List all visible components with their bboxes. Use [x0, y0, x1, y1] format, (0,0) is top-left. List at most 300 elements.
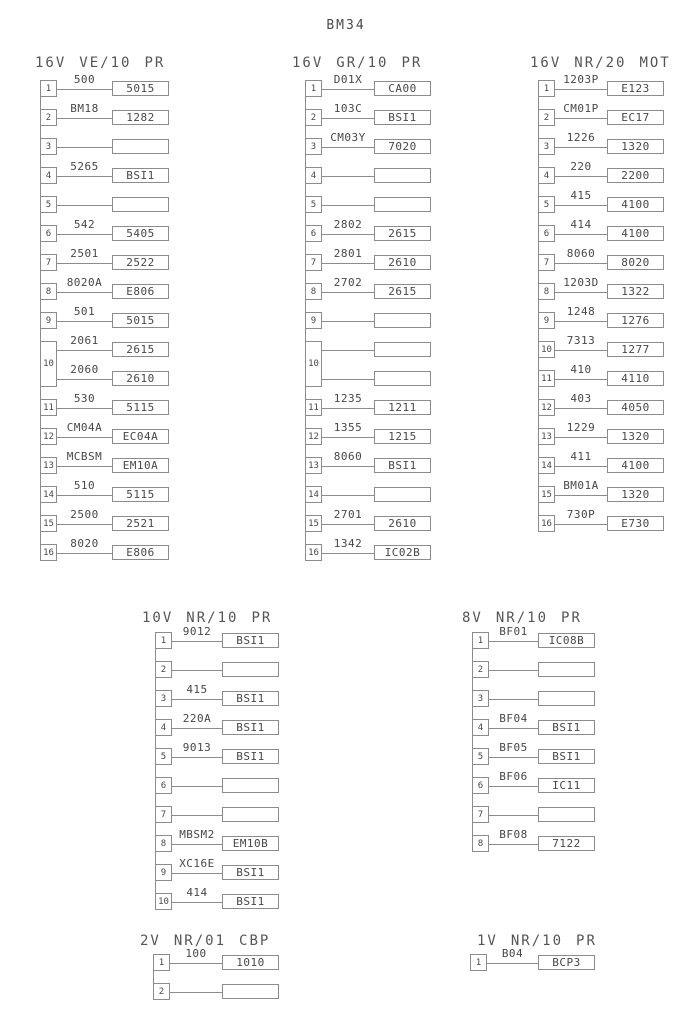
destination-box: 4050: [607, 400, 664, 415]
wire-label: BF01: [499, 625, 528, 638]
destination-box: 2522: [112, 255, 169, 270]
wire-label: CM04A: [66, 421, 103, 434]
wire-line: [172, 786, 222, 787]
wire-line: [172, 641, 222, 642]
pin-box: 15: [538, 486, 555, 503]
wire-line: [57, 263, 112, 264]
wire-line: [57, 379, 112, 380]
pin-box: 1: [153, 954, 170, 971]
pin-box: 4: [472, 719, 489, 736]
wire-label: 415: [186, 683, 208, 696]
pin-box: 8: [305, 283, 322, 300]
destination-box: 2521: [112, 516, 169, 531]
destination-box: E730: [607, 516, 664, 531]
destination-box: 1211: [374, 400, 431, 415]
wire-label: 7313: [566, 334, 596, 347]
destination-box: [374, 342, 431, 357]
destination-box: BSI1: [112, 168, 169, 183]
destination-box: 1277: [607, 342, 664, 357]
wire-line: [57, 408, 112, 409]
pin-box: 3: [472, 690, 489, 707]
destination-box: BCP3: [538, 955, 595, 970]
pin-box: 1: [472, 632, 489, 649]
wire-line: [57, 437, 112, 438]
wire-label: 103C: [333, 102, 363, 115]
destination-box: BSI1: [222, 720, 279, 735]
wire-label: [57, 189, 112, 203]
wire-label: 403: [570, 392, 592, 405]
destination-box: 2610: [112, 371, 169, 386]
wire-line: [172, 873, 222, 874]
destination-box: BSI1: [538, 720, 595, 735]
pin-box: 4: [538, 167, 555, 184]
pin-box: 16: [40, 544, 57, 561]
destination-box: 1320: [607, 429, 664, 444]
wire-label: 2702: [333, 276, 363, 289]
pin-box: 2: [153, 983, 170, 1000]
wire-line: [322, 234, 374, 235]
destination-box: 1215: [374, 429, 431, 444]
destination-box: [222, 662, 279, 677]
wire-line: [555, 321, 607, 322]
pin-box: 8: [538, 283, 555, 300]
wire-label: [489, 799, 538, 813]
wire-label: BF08: [499, 828, 528, 841]
wire-line: [555, 147, 607, 148]
destination-box: 7122: [538, 836, 595, 851]
wire-label: 501: [73, 305, 96, 318]
wire-label: 220: [570, 160, 592, 173]
wire-label: 2801: [333, 247, 363, 260]
wire-label: 2060: [70, 363, 99, 376]
wire-label: [170, 976, 222, 990]
wire-label: BM01A: [563, 479, 599, 492]
destination-box: 7020: [374, 139, 431, 154]
header-code: NR/10: [495, 610, 549, 626]
destination-box: [538, 807, 595, 822]
pin-box: 2: [40, 109, 57, 126]
pin-box: 11: [40, 399, 57, 416]
destination-box: IC08B: [538, 633, 595, 648]
pin-box: 10: [305, 341, 322, 387]
wire-label: D01X: [333, 73, 363, 86]
wire-line: [322, 553, 374, 554]
destination-box: BSI1: [222, 865, 279, 880]
wire-line: [489, 699, 538, 700]
wire-label: XC16E: [179, 857, 215, 870]
wire-line: [555, 234, 607, 235]
wire-label: 9013: [182, 741, 212, 754]
wire-label: 8060: [566, 247, 596, 260]
pin-box: 7: [472, 806, 489, 823]
wire-line: [57, 350, 112, 351]
connector-header: [530, 55, 671, 71]
pin-box: 6: [155, 777, 172, 794]
destination-box: BSI1: [374, 458, 431, 473]
wire-line: [170, 992, 222, 993]
wire-label: 220A: [182, 712, 212, 725]
wire-label: [322, 305, 374, 319]
pin-box: 10: [155, 893, 172, 910]
wire-label: 730P: [566, 508, 596, 521]
pin-box: 7: [538, 254, 555, 271]
wire-line: [57, 205, 112, 206]
wire-line: [555, 205, 607, 206]
destination-box: 1276: [607, 313, 664, 328]
wire-line: [555, 176, 607, 177]
wire-line: [322, 408, 374, 409]
destination-box: [538, 662, 595, 677]
pin-box: 1: [155, 632, 172, 649]
header-code: NR/20: [574, 55, 627, 71]
wire-line: [489, 815, 538, 816]
pin-box: 4: [40, 167, 57, 184]
header-size: 1V: [477, 933, 498, 949]
pin-box: 15: [305, 515, 322, 532]
header-size: 16V: [530, 55, 562, 71]
pin-box: 4: [305, 167, 322, 184]
pin-box: 12: [538, 399, 555, 416]
wire-label: 1203D: [563, 276, 599, 289]
connector-header: [35, 55, 165, 71]
destination-box: 8020: [607, 255, 664, 270]
wire-line: [57, 118, 112, 119]
wire-label: BM18: [70, 102, 99, 115]
wire-line: [489, 670, 538, 671]
wire-line: [555, 350, 607, 351]
destination-box: [538, 691, 595, 706]
pin-box: 1: [538, 80, 555, 97]
destination-box: 4100: [607, 197, 664, 212]
wire-line: [170, 963, 222, 964]
wire-label: MCBSM: [66, 450, 103, 463]
destination-box: 2615: [374, 226, 431, 241]
destination-box: 1010: [222, 955, 279, 970]
pin-box: 2: [305, 109, 322, 126]
wire-line: [172, 902, 222, 903]
wire-line: [489, 728, 538, 729]
destination-box: 4110: [607, 371, 664, 386]
pin-box: 14: [538, 457, 555, 474]
wire-label: 2501: [70, 247, 99, 260]
wire-line: [322, 466, 374, 467]
wire-label: 2061: [70, 334, 99, 347]
wire-line: [555, 466, 607, 467]
destination-box: [222, 778, 279, 793]
header-kind: MOT: [639, 55, 671, 71]
wire-label: 414: [570, 218, 592, 231]
wire-line: [57, 553, 112, 554]
wire-line: [57, 321, 112, 322]
wire-line: [555, 292, 607, 293]
destination-box: [112, 197, 169, 212]
destination-box: 4100: [607, 458, 664, 473]
connector-header: [292, 55, 422, 71]
header-kind: PR: [401, 55, 423, 71]
wire-line: [57, 89, 112, 90]
destination-box: 5015: [112, 81, 169, 96]
wire-line: [322, 118, 374, 119]
destination-box: BSI1: [222, 894, 279, 909]
pin-box: 3: [305, 138, 322, 155]
destination-box: EC17: [607, 110, 664, 125]
destination-box: BSI1: [222, 633, 279, 648]
destination-box: E806: [112, 284, 169, 299]
header-size: 10V: [142, 610, 174, 626]
header-kind: CBP: [239, 933, 271, 949]
destination-box: BSI1: [222, 749, 279, 764]
destination-box: 1320: [607, 487, 664, 502]
wire-label: 530: [73, 392, 96, 405]
pin-box: 7: [305, 254, 322, 271]
wire-label: MBSM2: [179, 828, 215, 841]
wire-label: [489, 683, 538, 697]
wire-label: B04: [501, 947, 524, 960]
wire-line: [57, 495, 112, 496]
wire-label: [172, 799, 222, 813]
header-kind: PR: [144, 55, 166, 71]
destination-box: EC04A: [112, 429, 169, 444]
wire-label: 5265: [70, 160, 99, 173]
wire-label: [322, 334, 374, 348]
destination-box: [374, 168, 431, 183]
header-kind: PR: [251, 610, 273, 626]
destination-box: [222, 984, 279, 999]
wire-label: 542: [73, 218, 96, 231]
wire-label: 1203P: [563, 73, 599, 86]
wire-line: [489, 844, 538, 845]
wire-line: [489, 641, 538, 642]
wire-label: 414: [186, 886, 208, 899]
wire-label: 411: [570, 450, 592, 463]
destination-box: [374, 197, 431, 212]
wire-line: [322, 292, 374, 293]
header-code: NR/01: [173, 933, 227, 949]
wire-label: [322, 160, 374, 174]
destination-box: 1322: [607, 284, 664, 299]
header-code: NR/10: [510, 933, 564, 949]
pin-box: 9: [40, 312, 57, 329]
destination-box: E123: [607, 81, 664, 96]
wire-line: [322, 205, 374, 206]
diagram-title: BM34: [326, 18, 366, 33]
wire-line: [555, 263, 607, 264]
pin-box: 3: [155, 690, 172, 707]
pin-box: 11: [305, 399, 322, 416]
wire-label: 2500: [70, 508, 99, 521]
wire-label: 415: [570, 189, 592, 202]
header-code: NR/10: [186, 610, 239, 626]
destination-box: [222, 807, 279, 822]
wire-line: [489, 757, 538, 758]
destination-box: 2615: [112, 342, 169, 357]
pin-box: 5: [155, 748, 172, 765]
wire-label: CM03Y: [330, 131, 366, 144]
wire-label: 100: [185, 947, 207, 960]
wire-line: [322, 321, 374, 322]
wire-label: 1235: [333, 392, 363, 405]
wire-line: [172, 757, 222, 758]
destination-box: CA00: [374, 81, 431, 96]
pin-box: 5: [305, 196, 322, 213]
pin-box: 16: [305, 544, 322, 561]
connector-header: [462, 610, 582, 626]
wire-label: [172, 770, 222, 784]
pin-box: 5: [472, 748, 489, 765]
destination-box: 4100: [607, 226, 664, 241]
header-size: 16V: [35, 55, 67, 71]
wire-label: [322, 479, 374, 493]
pin-box: 8: [155, 835, 172, 852]
wire-label: 9012: [182, 625, 212, 638]
pin-box: 6: [40, 225, 57, 242]
wire-line: [555, 379, 607, 380]
destination-box: IC02B: [374, 545, 431, 560]
wire-label: 8020A: [66, 276, 103, 289]
destination-box: EM10B: [222, 836, 279, 851]
header-code: VE/10: [79, 55, 132, 71]
destination-box: 5115: [112, 487, 169, 502]
pin-box: 7: [155, 806, 172, 823]
wire-line: [487, 963, 538, 964]
pin-box: 15: [40, 515, 57, 532]
pin-box: 10: [538, 341, 555, 358]
destination-box: 2610: [374, 255, 431, 270]
wire-label: [57, 131, 112, 145]
wire-line: [322, 350, 374, 351]
wire-line: [555, 408, 607, 409]
wire-label: 2701: [333, 508, 363, 521]
wire-line: [57, 292, 112, 293]
pin-box: 4: [155, 719, 172, 736]
wire-label: 1229: [566, 421, 596, 434]
wire-line: [322, 524, 374, 525]
destination-box: 5015: [112, 313, 169, 328]
wire-line: [555, 437, 607, 438]
pin-box: 8: [40, 283, 57, 300]
pin-box: 3: [538, 138, 555, 155]
wire-line: [322, 379, 374, 380]
wire-label: [322, 189, 374, 203]
wire-line: [57, 466, 112, 467]
wire-line: [172, 670, 222, 671]
destination-box: IC11: [538, 778, 595, 793]
wire-line: [322, 263, 374, 264]
wire-line: [322, 437, 374, 438]
wire-label: BF04: [499, 712, 528, 725]
wire-label: 1355: [333, 421, 363, 434]
header-kind: PR: [576, 933, 597, 949]
wire-label: 500: [73, 73, 96, 86]
pin-box: 5: [538, 196, 555, 213]
wire-line: [322, 147, 374, 148]
wire-line: [322, 495, 374, 496]
pin-box: 9: [155, 864, 172, 881]
wire-label: 1342: [333, 537, 363, 550]
destination-box: 1320: [607, 139, 664, 154]
wire-line: [555, 524, 607, 525]
wire-line: [555, 118, 607, 119]
wire-label: CM01P: [563, 102, 599, 115]
pin-box: 1: [40, 80, 57, 97]
wire-label: 1248: [566, 305, 596, 318]
wire-line: [172, 815, 222, 816]
pin-box: 6: [305, 225, 322, 242]
pin-box: 13: [538, 428, 555, 445]
destination-box: 2615: [374, 284, 431, 299]
destination-box: [374, 371, 431, 386]
wire-label: 410: [570, 363, 592, 376]
header-kind: PR: [561, 610, 582, 626]
destination-box: 2610: [374, 516, 431, 531]
pin-box: 12: [40, 428, 57, 445]
wire-line: [57, 147, 112, 148]
pin-box: 11: [538, 370, 555, 387]
pin-box: 13: [305, 457, 322, 474]
wire-label: BF05: [499, 741, 528, 754]
wire-label: 510: [73, 479, 96, 492]
destination-box: 5115: [112, 400, 169, 415]
wire-label: 8020: [70, 537, 99, 550]
header-code: GR/10: [336, 55, 389, 71]
destination-box: [112, 139, 169, 154]
destination-box: [374, 487, 431, 502]
pin-box: 16: [538, 515, 555, 532]
wire-line: [57, 234, 112, 235]
connector-header: [142, 610, 272, 626]
pin-box: 8: [472, 835, 489, 852]
pin-box: 1: [305, 80, 322, 97]
destination-box: 2200: [607, 168, 664, 183]
wire-label: BF06: [499, 770, 528, 783]
wire-line: [555, 89, 607, 90]
pin-box: 6: [472, 777, 489, 794]
destination-box: 1282: [112, 110, 169, 125]
destination-box: E806: [112, 545, 169, 560]
pin-box: 1: [470, 954, 487, 971]
destination-box: 5405: [112, 226, 169, 241]
pin-box: 14: [40, 486, 57, 503]
pin-box: 9: [305, 312, 322, 329]
wire-label: 1226: [566, 131, 596, 144]
pin-box: 10: [40, 341, 57, 387]
wire-line: [489, 786, 538, 787]
pin-box: 13: [40, 457, 57, 474]
pin-box: 6: [538, 225, 555, 242]
pin-box: 2: [472, 661, 489, 678]
header-size: 2V: [140, 933, 161, 949]
pin-box: 2: [538, 109, 555, 126]
pin-box: 2: [155, 661, 172, 678]
wire-label: 2802: [333, 218, 363, 231]
pin-box: 12: [305, 428, 322, 445]
wire-label: 8060: [333, 450, 363, 463]
wire-line: [322, 89, 374, 90]
wire-line: [172, 728, 222, 729]
destination-box: BSI1: [538, 749, 595, 764]
wire-label: [489, 654, 538, 668]
wire-label: [322, 363, 374, 377]
destination-box: EM10A: [112, 458, 169, 473]
wire-line: [57, 524, 112, 525]
pin-box: 5: [40, 196, 57, 213]
pin-box: 3: [40, 138, 57, 155]
header-size: 8V: [462, 610, 483, 626]
pin-box: 14: [305, 486, 322, 503]
destination-box: [374, 313, 431, 328]
wire-line: [322, 176, 374, 177]
wire-line: [172, 844, 222, 845]
